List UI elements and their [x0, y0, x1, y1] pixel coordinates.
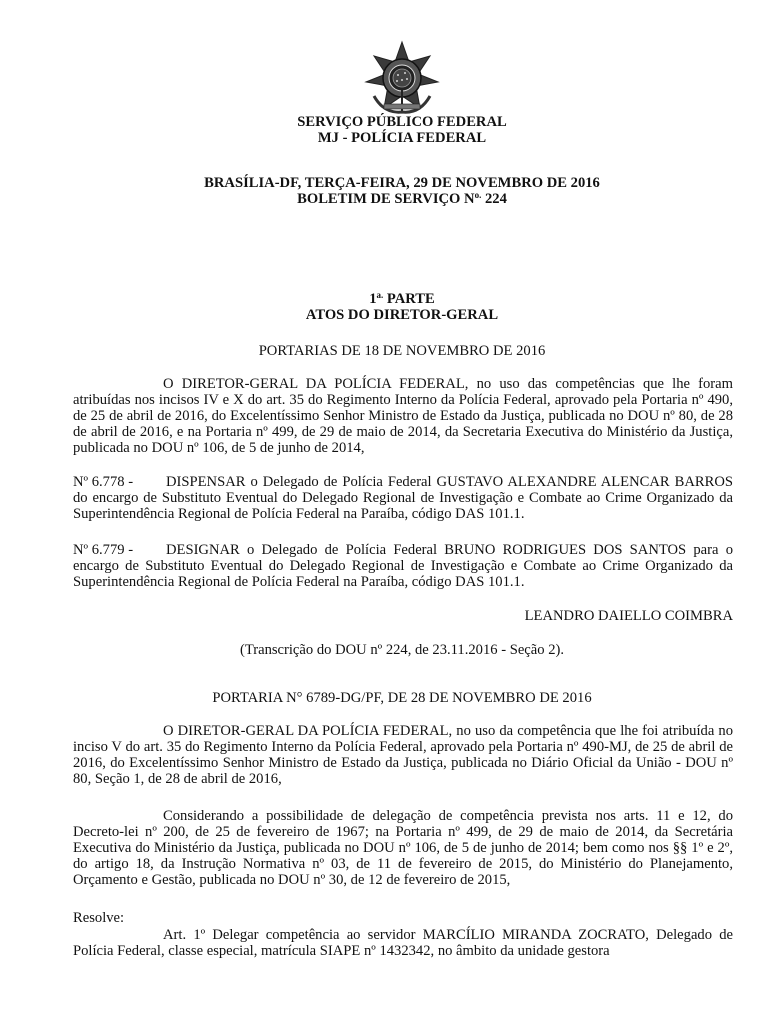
- portaria-item-1-text: DISPENSAR o Delegado de Polícia Federal GUSTAVO ALEXANDRE ALENCAR BARROS do encargo de Substituto Eventual do Delegado Regional de Investigação e Combate ao Crime Organizado da Superintendência Regional de Polícia Federal na Paraíba, código DAS 101.1.: [73, 474, 733, 522]
- part-label: PARTE: [386, 291, 435, 307]
- ministry-title: MJ - POLÍCIA FEDERAL: [317, 130, 487, 146]
- bulletin-title: [0, 191, 768, 207]
- portaria-item-2-text: DESIGNAR o Delegado de Polícia Federal BRUNO RODRIGUES DOS SANTOS para o encargo de Substituto Eventual do Delegado Regional de Investigação e Combate ao Crime Organizado da Superintendência Regional de Polícia Federal na Paraíba, código DAS 101.1.: [73, 542, 733, 590]
- resolve-label: Resolve:: [73, 910, 125, 926]
- considering-paragraph: Considerando a possibilidade de delegação de competência prevista nos arts. 11 e 12, do Decreto-lei nº 200, de 25 de fevereiro de 1967; na Portaria nº 499, de 29 de maio de 2014, da Secretária Executiva do Ministério da Justiça, publicada no DOU nº 106, de 5 de junho de 2014; bem como nos §§ 1º e 2º, do artigo 18, da Instrução Normativa nº 03, de 11 de fevereiro de 2015, do Ministério do Planejamento, Orçamento e Gestão, publicada no DOU nº 30, de 12 de fevereiro de 2015,: [73, 808, 733, 888]
- portaria-item-2: [73, 542, 733, 590]
- part-title: ATOS DO DIRETOR-GERAL: [305, 307, 499, 323]
- section1-heading: PORTARIAS DE 18 DE NOVEMBRO DE 2016: [258, 343, 546, 359]
- bulletin-number: 224: [485, 191, 507, 207]
- section1-intro: O DIRETOR-GERAL DA POLÍCIA FEDERAL, no uso das competências que lhe foram atribuídas nos incisos IV e X do art. 35 do Regimento Interno da Polícia Federal, aprovado pela Portaria nº 490, de 25 de abril de 2016, do Excelentíssimo Senhor Ministro de Estado da Justiça, publicada no DOU nº 80, de 28 de abril de 2016, e na Portaria nº 499, de 29 de maio de 2014, da Secretaria Executiva do Ministério da Justiça, publicada no DOU nº 106, de 5 de junho de 2014,: [73, 376, 733, 456]
- part-ordinal-sup: a.: [376, 290, 384, 300]
- date-line: BRASÍLIA-DF, TERÇA-FEIRA, 29 DE NOVEMBRO DE 2016: [204, 175, 600, 191]
- bulletin-prefix: BOLETIM DE SERVIÇO N: [297, 191, 475, 207]
- portaria-item-1: [73, 474, 733, 522]
- portaria-item-1-number: Nº 6.778 -: [73, 474, 134, 490]
- service-title: SERVIÇO PÚBLICO FEDERAL: [297, 114, 507, 130]
- signatory-name: LEANDRO DAIELLO COIMBRA: [524, 608, 733, 624]
- section2-intro: O DIRETOR-GERAL DA POLÍCIA FEDERAL, no uso da competência que lhe foi atribuída no inciso V do art. 35 do Regimento Interno da Polícia Federal, aprovado pela Portaria nº 490-MJ, de 25 de abril de 2016, do Excelentíssimo Senhor Ministro de Estado da Justiça, publicada no Diário Oficial da União - DOU nº 80, Seção 1, de 28 de abril de 2016,: [73, 723, 733, 787]
- coat-of-arms-emblem: [364, 40, 440, 116]
- section2-heading: PORTARIA N° 6789-DG/PF, DE 28 DE NOVEMBRO DE 2016: [212, 690, 592, 706]
- part-ordinal: 1: [369, 291, 377, 307]
- bulletin-sup: o.: [474, 190, 482, 200]
- part-heading: [0, 291, 768, 307]
- portaria-item-2-number: Nº 6.779 -: [73, 542, 134, 558]
- article-1: Art. 1º Delegar competência ao servidor MARCÍLIO MIRANDA ZOCRATO, Delegado de Polícia Federal, classe especial, matrícula SIAPE nº 1432342, no âmbito da unidade gestora: [73, 927, 733, 959]
- transcription-note: (Transcrição do DOU nº 224, de 23.11.2016 - Seção 2).: [239, 642, 565, 658]
